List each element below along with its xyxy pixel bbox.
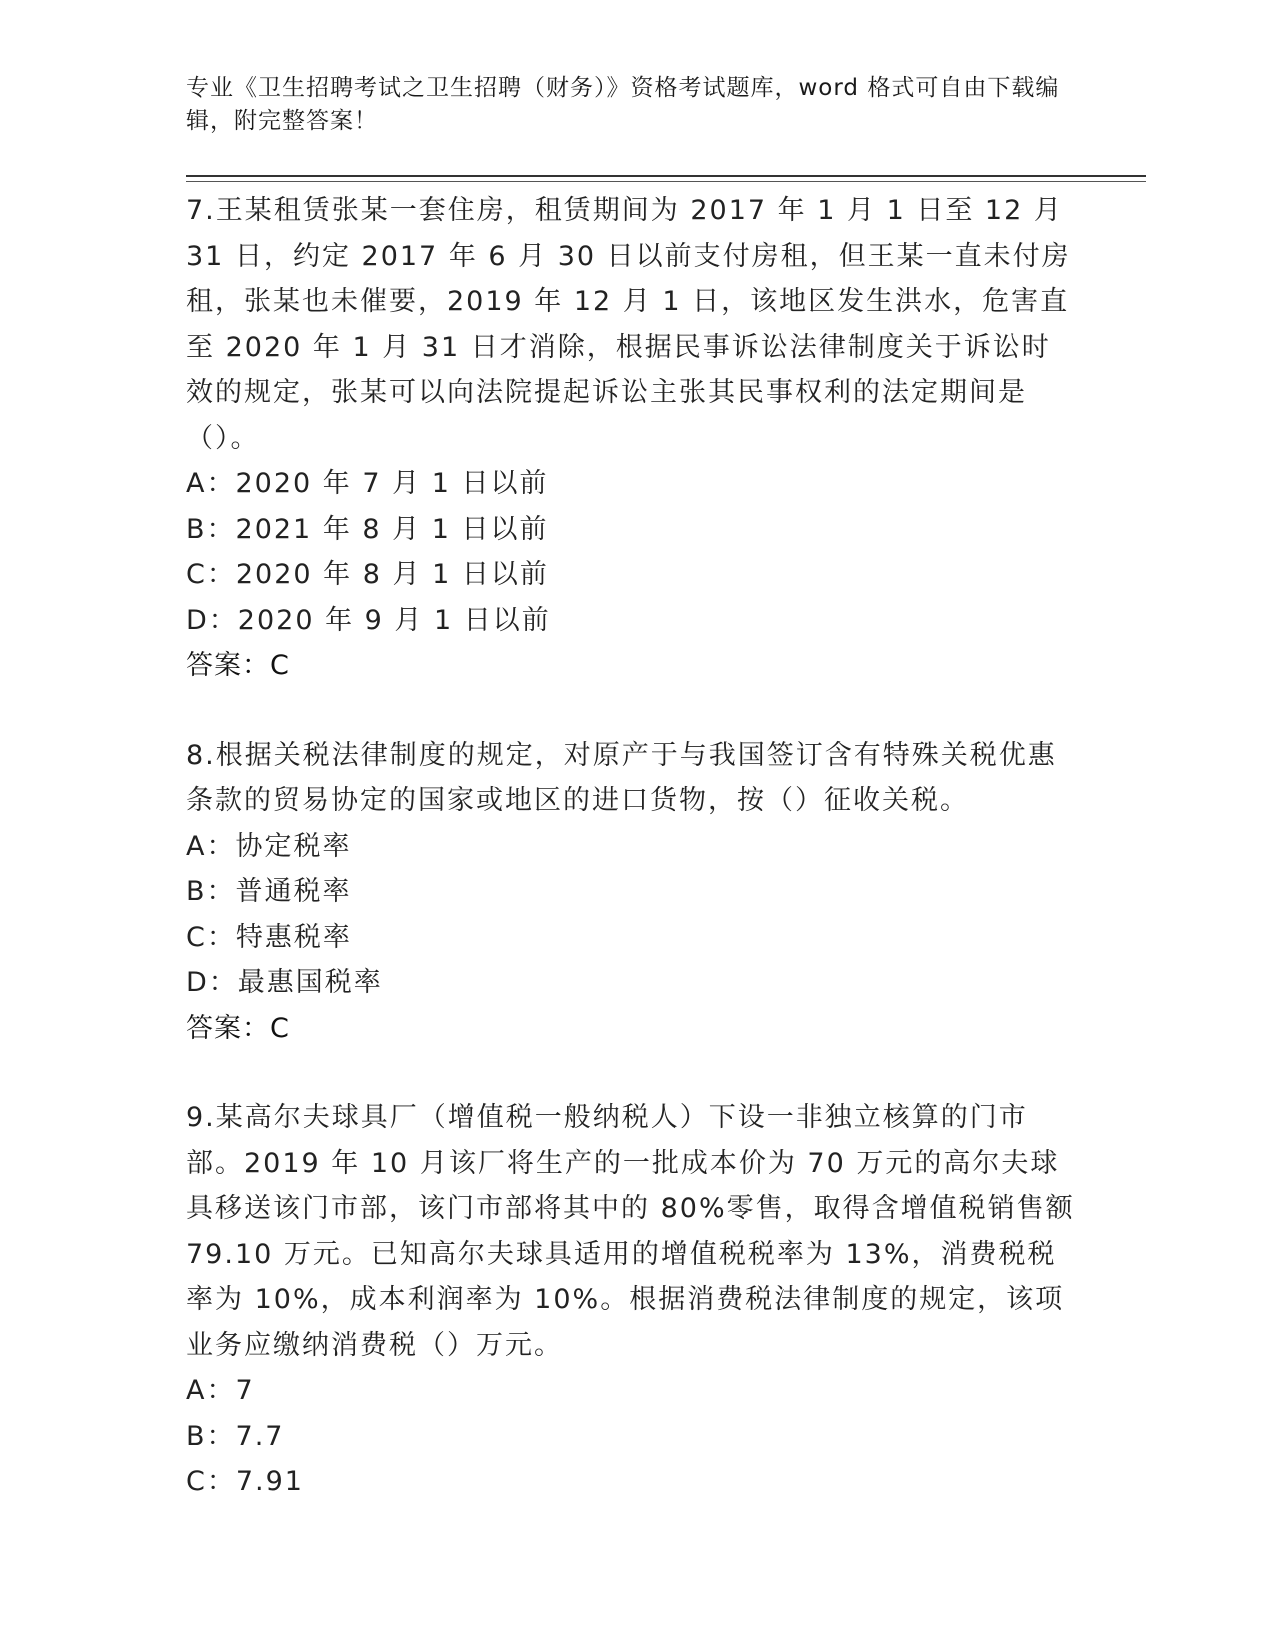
question-list — [186, 188, 1076, 1505]
option-c: C：特惠税率 — [186, 921, 352, 953]
option-a: A：协定税率 — [186, 830, 352, 862]
question-spacer — [186, 689, 1076, 733]
option-d: D：2020 年 9 月 1 日以前 — [186, 604, 551, 636]
answer: 答案：C — [186, 650, 290, 681]
header-divider — [186, 175, 1146, 177]
question-7 — [186, 188, 1076, 689]
question-stem: 7.王某租赁张某一套住房，租赁期间为 2017 年 1 月 1 日至 12 月 31 日，约定 2017 年 6 月 30 日以前支付房租，但王某一直未付房租，张某也未催要，2019 年 12 月 1 日，该地区发生洪水，危害直至 2020 年 1 月 31 日才消除，根据民事诉讼法律制度关于诉讼时效的规定，张某可以向法院提起诉讼主张其民事权利的法定期间是（）。 — [186, 195, 1071, 454]
header-divider-thin — [186, 181, 1146, 182]
option-c: C：7.91 — [186, 1466, 304, 1497]
option-b: B：2021 年 8 月 1 日以前 — [186, 513, 549, 545]
question-9 — [186, 1095, 1076, 1505]
question-stem: 8.根据关税法律制度的规定，对原产于与我国签订含有特殊关税优惠条款的贸易协定的国家或地区的进口货物，按（）征收关税。 — [186, 739, 1057, 816]
option-a: A：2020 年 7 月 1 日以前 — [186, 468, 549, 499]
answer: 答案：C — [186, 1012, 290, 1044]
option-b: B：7.7 — [186, 1420, 285, 1452]
question-8 — [186, 733, 1076, 1052]
option-b: B：普通税率 — [186, 876, 352, 907]
option-d: D：最惠国税率 — [186, 967, 383, 998]
option-c: C：2020 年 8 月 1 日以前 — [186, 559, 549, 590]
question-spacer — [186, 1051, 1076, 1095]
option-a: A：7 — [186, 1375, 255, 1406]
document-header: 专业《卫生招聘考试之卫生招聘（财务）》资格考试题库，word 格式可自由下载编辑，附完整答案！ — [186, 75, 1060, 134]
question-stem: 9.某高尔夫球具厂（增值税一般纳税人）下设一非独立核算的门市部。2019 年 10 月该厂将生产的一批成本价为 70 万元的高尔夫球具移送该门市部，该门市部将其中的 80%零售，取得含增值税销售额 79.10 万元。已知高尔夫球具适用的增值税税率为 13%，消费税税率为 10%，成本利润率为 10%。根据消费税法律制度的规定，该项业务应缴纳消费税（）万元。 — [186, 1102, 1075, 1361]
